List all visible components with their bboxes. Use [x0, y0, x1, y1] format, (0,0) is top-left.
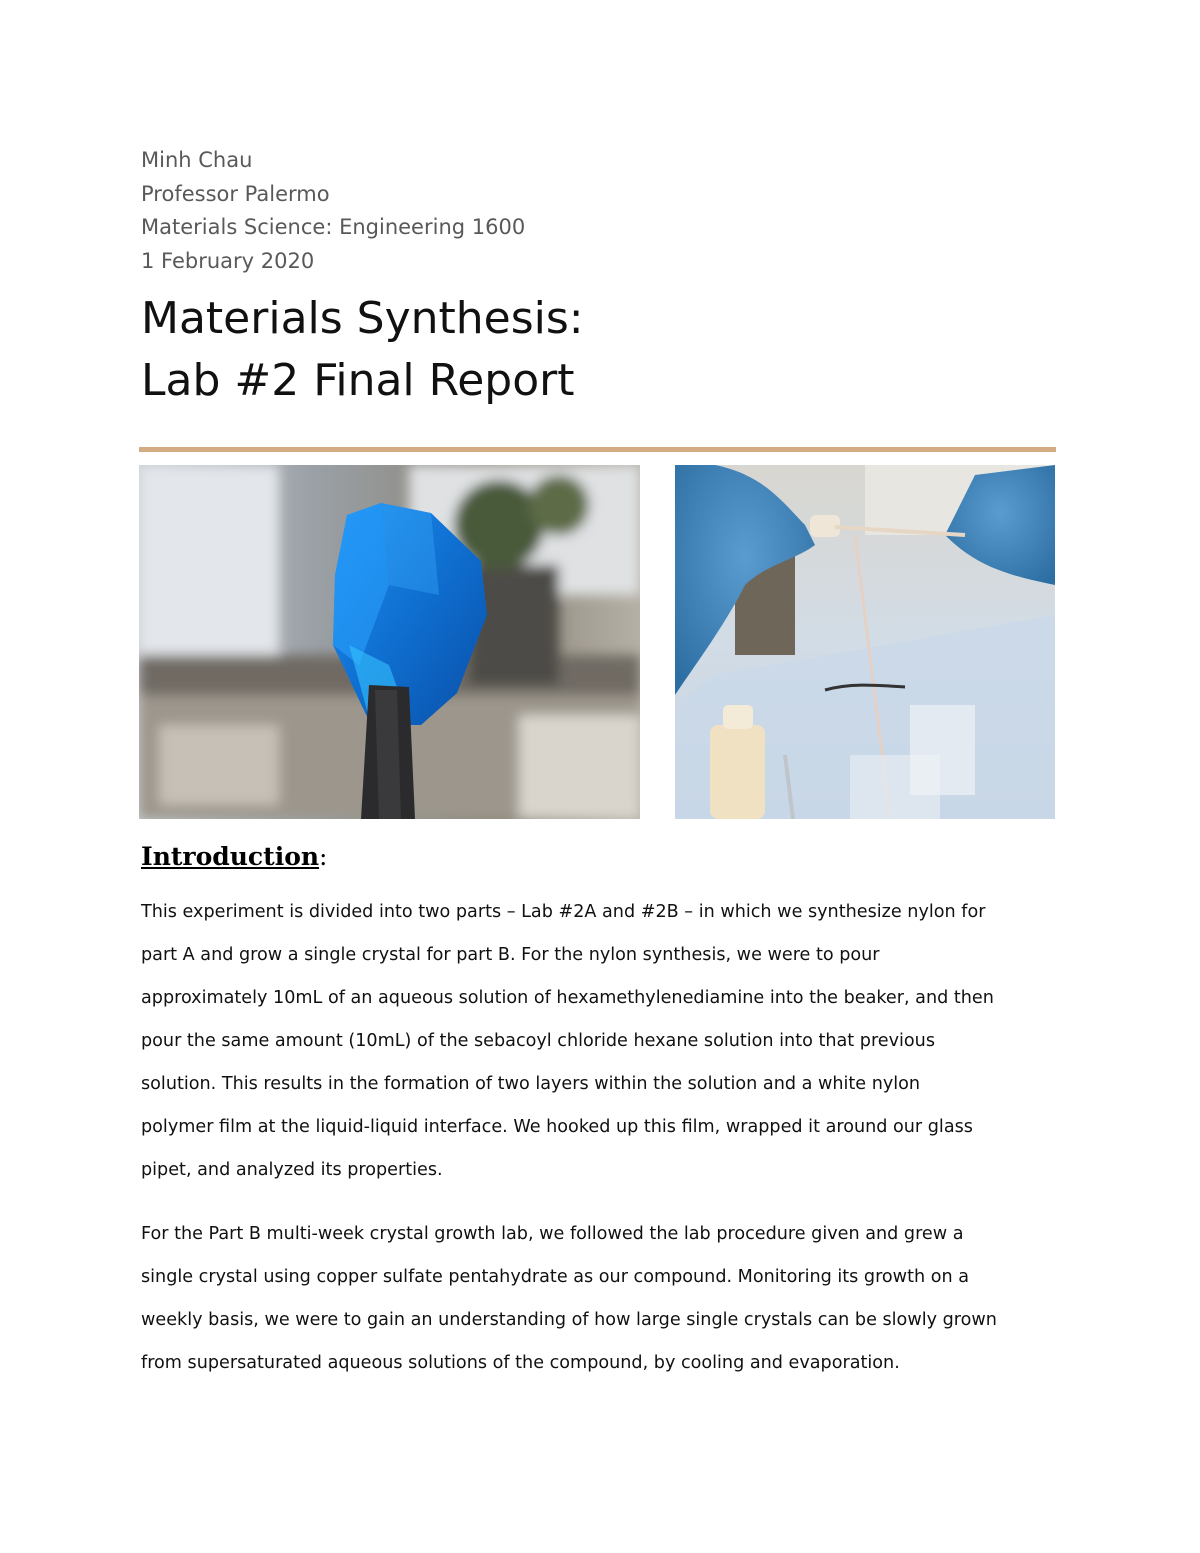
report-title: [141, 288, 584, 412]
paragraph-line: polymer film at the liquid-liquid interface. We hooked up this film, wrapped it around our glass: [141, 1117, 973, 1137]
professor-name: Professor Palermo: [141, 181, 330, 206]
title-line-2: Lab #2 Final Report: [141, 355, 575, 406]
title-divider: [139, 447, 1056, 452]
introduction-heading-colon: :: [319, 842, 328, 871]
paragraph-line: from supersaturated aqueous solutions of the compound, by cooling and evaporation.: [141, 1353, 900, 1373]
paragraph-line: pour the same amount (10mL) of the sebacoyl chloride hexane solution into that previous: [141, 1031, 935, 1051]
introduction-heading-text: Introduction: [141, 842, 320, 871]
paragraph-line: part A and grow a single crystal for part B. For the nylon synthesis, we were to pour: [141, 945, 880, 965]
paragraph-line: weekly basis, we were to gain an understanding of how large single crystals can be slowly grown: [141, 1310, 997, 1330]
paragraph-line: single crystal using copper sulfate pentahydrate as our compound. Monitoring its growth on a: [141, 1267, 970, 1287]
title-line-1: Materials Synthesis:: [141, 293, 584, 344]
paragraph-line: pipet, and analyzed its properties.: [141, 1160, 443, 1180]
paragraph-line: solution. This results in the formation of two layers within the solution and a white nylon: [141, 1074, 921, 1094]
introduction-paragraph-1: [141, 891, 1071, 1192]
paragraph-line: approximately 10mL of an aqueous solution of hexamethylenediamine into the beaker, and then: [141, 988, 994, 1008]
report-date: 1 February 2020: [141, 248, 315, 273]
paragraph-line: This experiment is divided into two parts – Lab #2A and #2B – in which we synthesize nylon for: [141, 902, 986, 922]
introduction-heading: [141, 842, 327, 871]
introduction-paragraph-2: [141, 1213, 1071, 1385]
course-name: Materials Science: Engineering 1600: [141, 215, 526, 239]
paragraph-line: For the Part B multi-week crystal growth lab, we followed the lab procedure given and grew a: [141, 1224, 964, 1244]
author-name: Minh Chau: [141, 148, 253, 172]
nylon-synthesis-photo: [675, 465, 1055, 819]
document-header: [141, 144, 525, 278]
crystal-photo: [139, 465, 640, 819]
